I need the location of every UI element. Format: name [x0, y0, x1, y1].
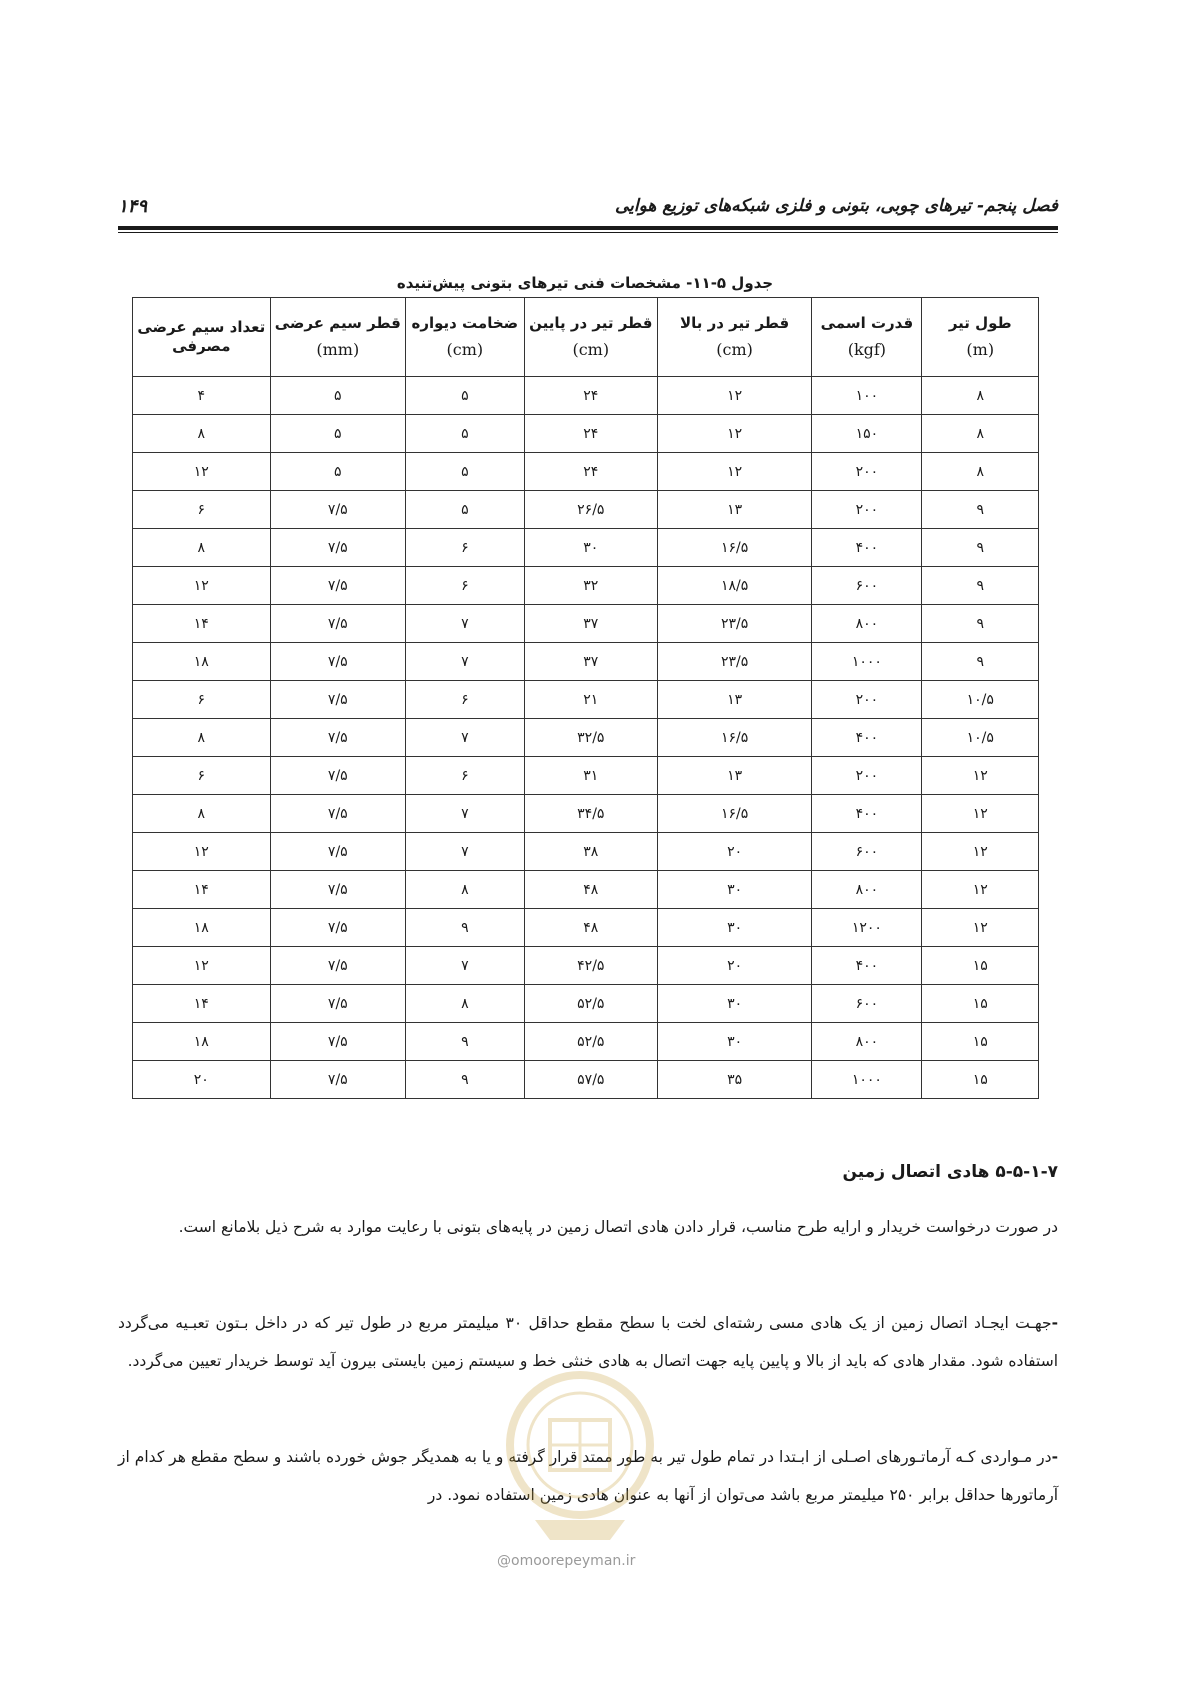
table-cell: ۲۰۰ — [812, 491, 922, 529]
watermark-logo-icon — [495, 1350, 665, 1550]
bullet-dash: - — [1051, 1314, 1058, 1332]
table-cell: ۱۲ — [657, 415, 811, 453]
table-cell: ۱۶/۵ — [657, 719, 811, 757]
table-cell: ۶۰۰ — [812, 833, 922, 871]
table-row — [133, 719, 1039, 757]
table-cell: ۷ — [406, 643, 525, 681]
table-cell: ۴۰۰ — [812, 947, 922, 985]
table-row — [133, 377, 1039, 415]
table-cell: ۷/۵ — [270, 795, 405, 833]
table-row — [133, 643, 1039, 681]
section-intro-paragraph: در صورت درخواست خریدار و ارایه طرح مناسب، قرار دادن هادی اتصال زمین در پایه‌های بتونی با رعایت موارد به شرح ذیل بلامانع است. — [178, 1218, 1058, 1236]
table-cell: ۱۰۰ — [812, 377, 922, 415]
table-cell: ۶ — [133, 681, 271, 719]
table-cell: ۷/۵ — [270, 757, 405, 795]
table-cell: ۷/۵ — [270, 681, 405, 719]
table-cell: ۹ — [406, 1061, 525, 1099]
table-row — [133, 415, 1039, 453]
table-cell: ۱۲ — [657, 377, 811, 415]
table-row — [133, 1061, 1039, 1099]
table-cell: ۸ — [133, 795, 271, 833]
table-cell: ۲۳/۵ — [657, 643, 811, 681]
table-row — [133, 795, 1039, 833]
table-row — [133, 985, 1039, 1023]
table-cell: ۶۰۰ — [812, 567, 922, 605]
col-bottom-diameter: قطر تیر در پایین (cm) — [524, 298, 657, 377]
table-cell: ۸ — [133, 529, 271, 567]
table-cell: ۳۰ — [524, 529, 657, 567]
table-cell: ۷ — [406, 605, 525, 643]
table-cell: ۲۰ — [133, 1061, 271, 1099]
table-cell: ۱۲ — [922, 833, 1039, 871]
table-cell: ۸ — [922, 377, 1039, 415]
table-row — [133, 757, 1039, 795]
table-cell: ۴۰۰ — [812, 719, 922, 757]
table-cell: ۷ — [406, 833, 525, 871]
table-row — [133, 529, 1039, 567]
table-cell: ۳۰ — [657, 909, 811, 947]
table-row — [133, 605, 1039, 643]
table-cell: ۵ — [406, 377, 525, 415]
table-row — [133, 1023, 1039, 1061]
table-cell: ۸ — [922, 415, 1039, 453]
table-cell: ۷/۵ — [270, 719, 405, 757]
table-cell: ۶ — [406, 529, 525, 567]
table-cell: ۴۸ — [524, 909, 657, 947]
table-cell: ۲۳/۵ — [657, 605, 811, 643]
table-cell: ۳۲/۵ — [524, 719, 657, 757]
table-cell: ۱۴ — [133, 605, 271, 643]
table-cell: ۱۸ — [133, 909, 271, 947]
table-cell: ۳۷ — [524, 605, 657, 643]
table-cell: ۹ — [922, 491, 1039, 529]
table-cell: ۶ — [406, 757, 525, 795]
table-cell: ۳۴/۵ — [524, 795, 657, 833]
table-cell: ۳۰ — [657, 985, 811, 1023]
table-row — [133, 491, 1039, 529]
table-cell: ۸۰۰ — [812, 1023, 922, 1061]
table-cell: ۲۶/۵ — [524, 491, 657, 529]
table-cell: ۱۰/۵ — [922, 719, 1039, 757]
table-cell: ۸۰۰ — [812, 871, 922, 909]
table-cell: ۶ — [133, 757, 271, 795]
table-cell: ۱۴ — [133, 871, 271, 909]
table-cell: ۱۶/۵ — [657, 795, 811, 833]
table-cell: ۱۲ — [133, 453, 271, 491]
table-cell: ۹ — [922, 605, 1039, 643]
table-row — [133, 871, 1039, 909]
table-cell: ۴۰۰ — [812, 529, 922, 567]
table-cell: ۱۲۰۰ — [812, 909, 922, 947]
table-cell: ۱۲ — [922, 757, 1039, 795]
table-cell: ۳۸ — [524, 833, 657, 871]
bullet-text-2: در مـواردی کـه آرماتـورهای اصـلی از ابـتدا در تمام طول تیر به طور ممتد قرار گرفته و یا به همدیگر جوش خورده باشند و سطح مقطع هر کدام از آرماتورها حداقل برابر ۲۵۰ میلیمتر مربع باشد می‌توان از آنها به عنوان هادی زمین استفاده نمود. در — [118, 1448, 1058, 1504]
table-cell: ۳۲ — [524, 567, 657, 605]
table-cell: ۷/۵ — [270, 491, 405, 529]
chapter-title: فصل پنجم- تیرهای چوبی، بتونی و فلزی شبکه‌های توزیع هوایی — [615, 196, 1058, 216]
table-cell: ۱۲ — [657, 453, 811, 491]
table-cell: ۱۸ — [133, 1023, 271, 1061]
table-cell: ۱۲ — [133, 947, 271, 985]
table-caption: جدول ۵-۱۱- مشخصات فنی تیرهای بتونی پیش‌تنیده — [396, 274, 774, 292]
table-cell: ۵۷/۵ — [524, 1061, 657, 1099]
section-heading: ۵-۵-۱-۷ هادی اتصال زمین — [842, 1162, 1058, 1182]
table-cell: ۱۸/۵ — [657, 567, 811, 605]
table-header — [133, 298, 1039, 377]
table-cell: ۵ — [270, 453, 405, 491]
table-cell: ۷/۵ — [270, 605, 405, 643]
table-cell: ۳۱ — [524, 757, 657, 795]
header-rule-thin — [118, 232, 1058, 233]
table-cell: ۸۰۰ — [812, 605, 922, 643]
col-wall-thickness: ضخامت دیواره (cm) — [406, 298, 525, 377]
table-cell: ۲۴ — [524, 453, 657, 491]
table-cell: ۷/۵ — [270, 871, 405, 909]
table-cell: ۱۸ — [133, 643, 271, 681]
table-cell: ۹ — [406, 1023, 525, 1061]
table-cell: ۱۲ — [922, 871, 1039, 909]
table-cell: ۹ — [922, 567, 1039, 605]
table-cell: ۱۳ — [657, 757, 811, 795]
table-cell: ۴ — [133, 377, 271, 415]
table-cell: ۷/۵ — [270, 1061, 405, 1099]
table-row — [133, 833, 1039, 871]
table-cell: ۱۲ — [922, 909, 1039, 947]
table-cell: ۳۷ — [524, 643, 657, 681]
table-cell: ۱۵ — [922, 1023, 1039, 1061]
table-cell: ۵۲/۵ — [524, 1023, 657, 1061]
table-cell: ۲۰۰ — [812, 681, 922, 719]
pole-spec-table — [132, 297, 1039, 1099]
table-cell: ۴۸ — [524, 871, 657, 909]
table-cell: ۵۲/۵ — [524, 985, 657, 1023]
table-cell: ۱۵ — [922, 947, 1039, 985]
table-row — [133, 909, 1039, 947]
table-cell: ۵ — [270, 415, 405, 453]
table-cell: ۱۲ — [133, 567, 271, 605]
table-cell: ۱۵ — [922, 985, 1039, 1023]
col-nominal-load: قدرت اسمی (kgf) — [812, 298, 922, 377]
table-body — [133, 377, 1039, 1099]
page-header — [118, 196, 1058, 228]
bullet-dash: - — [1051, 1448, 1058, 1466]
table-cell: ۶ — [406, 567, 525, 605]
col-cross-wire-diameter: قطر سیم عرضی (mm) — [270, 298, 405, 377]
table-cell: ۷/۵ — [270, 833, 405, 871]
col-length: طول تیر (m) — [922, 298, 1039, 377]
table-cell: ۳۵ — [657, 1061, 811, 1099]
table-cell: ۷/۵ — [270, 947, 405, 985]
table-cell: ۳۰ — [657, 871, 811, 909]
table-cell: ۶۰۰ — [812, 985, 922, 1023]
col-cross-wire-count: تعداد سیم عرضی مصرفی — [133, 298, 271, 377]
table-cell: ۷/۵ — [270, 1023, 405, 1061]
watermark-text: @omoorepeyman.ir — [497, 1553, 636, 1569]
table-cell: ۱۲ — [922, 795, 1039, 833]
header-rule — [118, 226, 1058, 230]
table-cell: ۲۴ — [524, 415, 657, 453]
table-cell: ۱۰۰۰ — [812, 1061, 922, 1099]
table-cell: ۵ — [406, 491, 525, 529]
table-cell: ۴۲/۵ — [524, 947, 657, 985]
table-cell: ۷/۵ — [270, 909, 405, 947]
table-cell: ۲۰ — [657, 947, 811, 985]
table-cell: ۱۵ — [922, 1061, 1039, 1099]
table-cell: ۴۰۰ — [812, 795, 922, 833]
table-cell: ۱۳ — [657, 681, 811, 719]
table-cell: ۷/۵ — [270, 567, 405, 605]
table-cell: ۹ — [922, 643, 1039, 681]
table-cell: ۱۵۰ — [812, 415, 922, 453]
table-cell: ۹ — [406, 909, 525, 947]
table-cell: ۲۰ — [657, 833, 811, 871]
table-cell: ۷/۵ — [270, 643, 405, 681]
table-cell: ۸ — [922, 453, 1039, 491]
table-cell: ۲۴ — [524, 377, 657, 415]
table-cell: ۱۰/۵ — [922, 681, 1039, 719]
table-cell: ۵ — [270, 377, 405, 415]
table-cell: ۵ — [406, 453, 525, 491]
table-cell: ۷ — [406, 719, 525, 757]
table-cell: ۲۱ — [524, 681, 657, 719]
table-cell: ۱۲ — [133, 833, 271, 871]
table-cell: ۱۰۰۰ — [812, 643, 922, 681]
table-cell: ۵ — [406, 415, 525, 453]
table-cell: ۸ — [406, 871, 525, 909]
table-row — [133, 947, 1039, 985]
table-cell: ۱۴ — [133, 985, 271, 1023]
table-cell: ۷ — [406, 795, 525, 833]
table-cell: ۸ — [406, 985, 525, 1023]
table-row — [133, 453, 1039, 491]
bullet-text-1: جهـت ایجـاد اتصال زمین از یک هادی مسی رشته‌ای لخت با سطح مقطع حداقل ۳۰ میلیمتر مربع در طول تیر که در داخل بـتون تعبـیه می‌گردد استفاده شود. مقدار هادی که باید از بالا و پایین پایه جهت اتصال به هادی خنثی خط و سیستم زمین بایستی بیرون آید توسط خریدار تعیین می‌گردد. — [118, 1314, 1058, 1370]
table-cell: ۶ — [133, 491, 271, 529]
table-cell: ۲۰۰ — [812, 757, 922, 795]
table-cell: ۶ — [406, 681, 525, 719]
table-cell: ۱۳ — [657, 491, 811, 529]
table-cell: ۸ — [133, 719, 271, 757]
page-number: ۱۴۹ — [118, 196, 148, 217]
table-cell: ۸ — [133, 415, 271, 453]
table-cell: ۲۰۰ — [812, 453, 922, 491]
table-row — [133, 567, 1039, 605]
table-header-row — [133, 298, 1039, 377]
table-cell: ۳۰ — [657, 1023, 811, 1061]
table-cell: ۷/۵ — [270, 529, 405, 567]
table-cell: ۷/۵ — [270, 985, 405, 1023]
col-top-diameter: قطر تیر در بالا (cm) — [657, 298, 811, 377]
table-cell: ۱۶/۵ — [657, 529, 811, 567]
table-cell: ۷ — [406, 947, 525, 985]
table-row — [133, 681, 1039, 719]
table-cell: ۹ — [922, 529, 1039, 567]
